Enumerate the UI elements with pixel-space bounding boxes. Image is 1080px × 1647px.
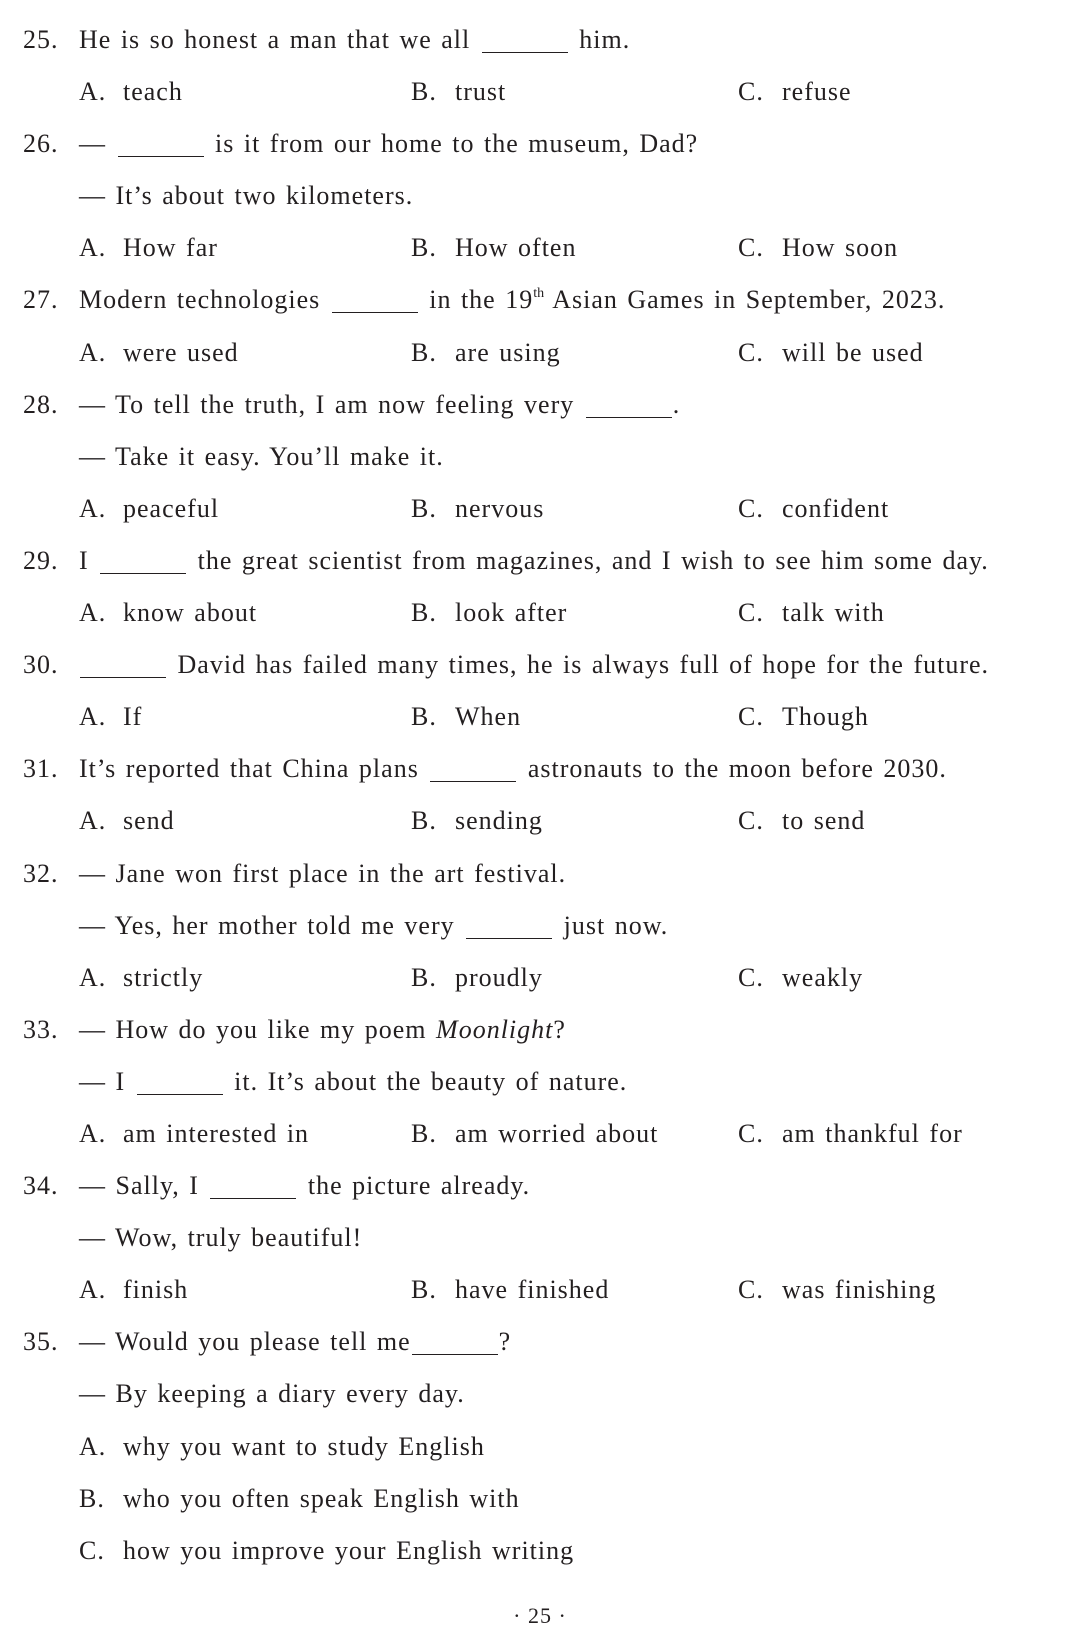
option-text: confident: [782, 493, 890, 523]
question-stem: [79, 639, 989, 691]
option-text: have finished: [455, 1275, 610, 1305]
reply-text: — I: [79, 1066, 126, 1096]
option-label: B.: [411, 1118, 437, 1148]
option-label: A.: [79, 702, 107, 732]
option-c: [738, 587, 885, 639]
answer-blank: [118, 156, 204, 157]
option-text: was finishing: [782, 1275, 937, 1305]
stem-text: in the 19: [429, 285, 534, 315]
stem-text: — Sally, I: [79, 1171, 199, 1201]
option-label: C.: [738, 598, 764, 628]
stem-text: — How do you like my poem: [79, 1014, 427, 1044]
option-label: A.: [79, 1118, 107, 1148]
question-25-stem: [0, 14, 1080, 66]
option-label: C.: [738, 1118, 764, 1148]
option-a: [79, 691, 142, 743]
option-text: were used: [123, 337, 239, 367]
option-b: [79, 1473, 520, 1525]
question-33-options: [0, 1108, 1080, 1160]
answer-blank: [412, 1354, 498, 1355]
question-25-options: [0, 66, 1080, 118]
question-26-stem: [0, 118, 1080, 170]
option-b: [411, 222, 576, 274]
option-text: look after: [455, 598, 568, 628]
question-29-options: [0, 587, 1080, 639]
question-number: 26.: [23, 129, 59, 159]
option-text: How soon: [782, 233, 899, 263]
option-a: [79, 483, 219, 535]
stem-text: Modern technologies: [79, 285, 321, 315]
question-stem: [79, 743, 947, 795]
option-b: [411, 1264, 609, 1316]
question-30-options: [0, 691, 1080, 743]
stem-text: the picture already.: [307, 1171, 531, 1201]
option-c: [79, 1525, 574, 1577]
question-30-stem: [0, 639, 1080, 691]
question-number: 32.: [23, 858, 59, 888]
option-c: [738, 1108, 963, 1160]
question-33-reply: [0, 1056, 1080, 1108]
answer-blank: [586, 417, 672, 418]
option-label: B.: [411, 493, 437, 523]
option-label: B.: [411, 962, 437, 992]
question-35-stem: [0, 1316, 1080, 1368]
option-label: B.: [411, 702, 437, 732]
question-32-stem: [0, 848, 1080, 900]
question-35-option-b: [0, 1473, 1080, 1525]
question-number: 33.: [23, 1014, 59, 1044]
option-c: [738, 691, 869, 743]
option-label: B.: [411, 77, 437, 107]
option-label: A.: [79, 598, 107, 628]
option-label: C.: [738, 77, 764, 107]
question-number: 34.: [23, 1171, 59, 1201]
stem-text: the great scientist from magazines, and I wish to see him some day.: [197, 545, 989, 575]
option-b: [411, 952, 543, 1004]
question-34-reply: [0, 1212, 1080, 1264]
stem-text: He is so honest a man that we all: [79, 25, 471, 54]
dialogue-reply: — By keeping a diary every day.: [79, 1379, 465, 1409]
option-text: weakly: [782, 962, 864, 992]
question-stem: — Jane won first place in the art festival.: [79, 858, 567, 888]
option-label: A.: [79, 806, 107, 836]
option-label: A.: [79, 233, 107, 263]
question-stem: [79, 1004, 566, 1056]
option-text: am worried about: [455, 1118, 659, 1148]
question-number: 31.: [23, 754, 59, 784]
option-c: [738, 952, 863, 1004]
stem-text: — Would you please tell me: [79, 1327, 411, 1357]
stem-text: .: [672, 389, 681, 419]
question-26-options: [0, 222, 1080, 274]
question-stem: [79, 379, 680, 431]
option-label: C.: [79, 1535, 105, 1565]
question-35-option-c: [0, 1525, 1080, 1577]
option-label: C.: [738, 1275, 764, 1305]
question-34-options: [0, 1264, 1080, 1316]
question-33-stem: [0, 1004, 1080, 1056]
option-text: send: [123, 806, 175, 836]
option-label: B.: [79, 1483, 105, 1513]
question-35-reply: [0, 1368, 1080, 1420]
option-label: B.: [411, 1275, 437, 1305]
question-number: 27.: [23, 285, 59, 315]
option-label: C.: [738, 233, 764, 263]
answer-blank: [430, 781, 516, 782]
option-label: A.: [79, 493, 107, 523]
option-b: [411, 1108, 658, 1160]
stem-text: astronauts to the moon before 2030.: [527, 754, 947, 784]
dialogue-reply: [79, 1056, 627, 1108]
option-text: If: [123, 702, 143, 732]
question-34-stem: [0, 1160, 1080, 1212]
answer-blank: [137, 1094, 223, 1095]
option-b: [411, 327, 561, 379]
dialogue-reply: — Wow, truly beautiful!: [79, 1223, 363, 1253]
answer-blank: [80, 677, 166, 678]
question-stem: [79, 1316, 511, 1368]
question-27-stem: [0, 274, 1080, 326]
stem-text: David has failed many times, he is always full of hope for the future.: [177, 650, 990, 680]
question-stem: [79, 274, 945, 326]
option-text: teach: [123, 77, 183, 107]
option-label: C.: [738, 493, 764, 523]
option-text: Though: [782, 702, 869, 732]
question-31-stem: [0, 743, 1080, 795]
option-label: A.: [79, 962, 107, 992]
option-a: [79, 587, 257, 639]
option-a: [79, 222, 218, 274]
option-b: [411, 66, 506, 118]
question-number: 29.: [23, 545, 59, 575]
option-c: [738, 327, 924, 379]
question-number: 30.: [23, 650, 59, 680]
option-label: C.: [738, 702, 764, 732]
question-number: 25.: [23, 25, 59, 54]
option-text: why you want to study English: [123, 1431, 485, 1461]
reply-text: — Yes, her mother told me very: [79, 910, 455, 940]
option-c: [738, 795, 865, 847]
answer-blank: [210, 1198, 296, 1199]
option-text: how you improve your English writing: [123, 1535, 575, 1565]
answer-blank: [100, 573, 186, 574]
option-label: A.: [79, 1431, 107, 1461]
question-27-options: [0, 327, 1080, 379]
question-29-stem: [0, 535, 1080, 587]
option-b: [411, 795, 543, 847]
dialogue-reply: [79, 900, 668, 952]
question-stem: [79, 14, 630, 66]
stem-text: Asian Games in September, 2023.: [552, 285, 946, 315]
question-32-reply: [0, 900, 1080, 952]
ordinal-superscript: th: [533, 286, 545, 302]
option-text: who you often speak English with: [123, 1483, 520, 1513]
option-label: A.: [79, 77, 107, 107]
stem-text: I: [79, 545, 89, 575]
answer-blank: [482, 52, 568, 53]
question-28-options: [0, 483, 1080, 535]
option-a: [79, 327, 239, 379]
option-text: are using: [455, 337, 561, 367]
option-text: will be used: [782, 337, 924, 367]
option-text: refuse: [782, 77, 852, 107]
stem-text: is it from our home to the museum, Dad?: [215, 129, 699, 159]
answer-blank: [466, 938, 552, 939]
question-31-options: [0, 795, 1080, 847]
option-b: [411, 691, 521, 743]
question-26-reply: [0, 170, 1080, 222]
option-b: [411, 587, 567, 639]
option-text: strictly: [123, 962, 204, 992]
option-label: A.: [79, 1275, 107, 1305]
question-stem: [79, 118, 698, 170]
reply-text: just now.: [563, 910, 669, 940]
option-a: [79, 1108, 309, 1160]
option-c: [738, 483, 889, 535]
option-text: When: [455, 702, 522, 732]
option-text: How often: [455, 233, 577, 263]
option-label: A.: [79, 337, 107, 367]
option-text: nervous: [455, 493, 545, 523]
question-32-options: [0, 952, 1080, 1004]
answer-blank: [332, 312, 418, 313]
question-35-option-a: [0, 1421, 1080, 1473]
option-a: [79, 1264, 188, 1316]
option-label: B.: [411, 806, 437, 836]
question-stem: [79, 535, 989, 587]
option-label: C.: [738, 962, 764, 992]
option-c: [738, 66, 852, 118]
stem-text: ?: [498, 1327, 512, 1357]
page-number: · 25 ·: [513, 1603, 567, 1628]
poem-title: Moonlight: [436, 1014, 554, 1044]
option-a: [79, 1421, 485, 1473]
option-text: know about: [123, 598, 258, 628]
option-label: B.: [411, 598, 437, 628]
stem-text: ?: [553, 1014, 566, 1044]
option-label: B.: [411, 337, 437, 367]
dialogue-reply: — It’s about two kilometers.: [79, 181, 414, 211]
question-number: 28.: [23, 389, 59, 419]
dialogue-dash: —: [79, 129, 106, 159]
option-text: am thankful for: [782, 1118, 963, 1148]
option-text: talk with: [782, 598, 885, 628]
option-a: [79, 795, 175, 847]
option-label: C.: [738, 337, 764, 367]
option-label: B.: [411, 233, 437, 263]
question-28-stem: [0, 379, 1080, 431]
option-text: proudly: [455, 962, 543, 992]
option-text: am interested in: [123, 1118, 310, 1148]
option-b: [411, 483, 544, 535]
option-text: sending: [455, 806, 543, 836]
stem-text: — To tell the truth, I am now feeling very: [79, 389, 575, 419]
dialogue-reply: — Take it easy. You’ll make it.: [79, 441, 444, 471]
question-28-reply: [0, 431, 1080, 483]
stem-text: him.: [579, 25, 631, 54]
option-text: How far: [123, 233, 218, 263]
option-a: [79, 66, 183, 118]
option-c: [738, 1264, 936, 1316]
question-number: 35.: [23, 1327, 59, 1357]
stem-text: It’s reported that China plans: [79, 754, 419, 784]
option-text: to send: [782, 806, 866, 836]
option-text: trust: [455, 77, 507, 107]
option-c: [738, 222, 898, 274]
option-text: finish: [123, 1275, 189, 1305]
question-list: [0, 14, 1080, 1577]
option-text: peaceful: [123, 493, 220, 523]
option-label: C.: [738, 806, 764, 836]
reply-text: it. It’s about the beauty of nature.: [234, 1066, 628, 1096]
option-a: [79, 952, 203, 1004]
question-stem: [79, 1160, 530, 1212]
